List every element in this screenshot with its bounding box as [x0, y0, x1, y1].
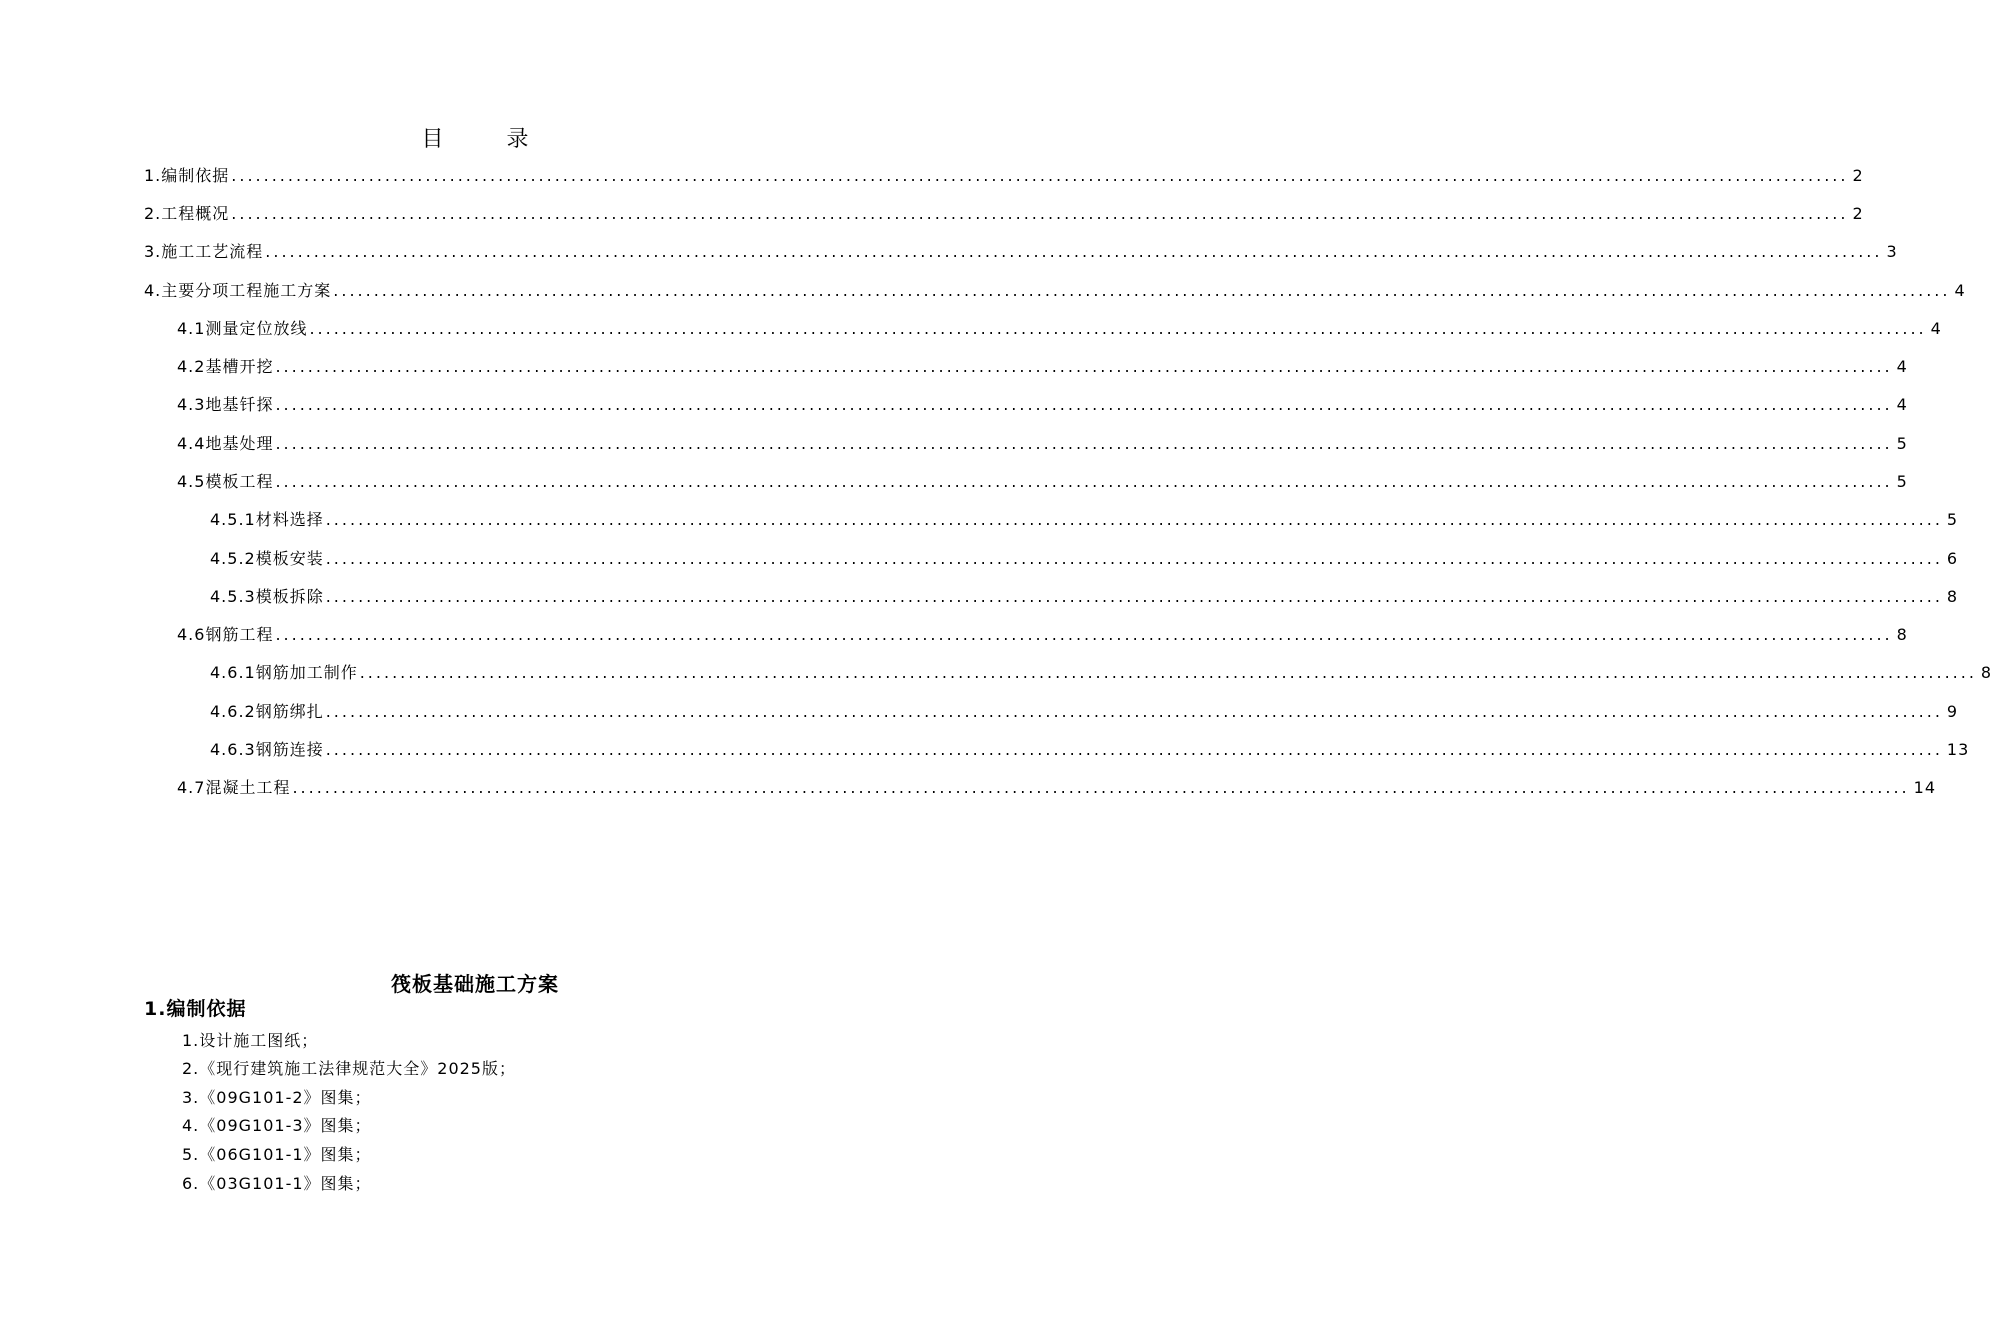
toc-title: 目 录: [421, 127, 557, 152]
toc-entry-label: 4.1测量定位放线: [177, 319, 308, 338]
toc-entry-label: 4.6钢筋工程: [177, 625, 274, 644]
toc-entry-label: 4.5.2模板安装: [210, 549, 324, 568]
toc-entry-page: 5: [1946, 510, 1959, 529]
toc-entry[interactable]: [210, 661, 1992, 685]
basis-list-item: 6.《03G101-1》图集；: [182, 1174, 372, 1193]
toc-leader-dots: ........................................................................................................................................................................................................: [275, 395, 1893, 414]
toc-leader-dots: ........................................................................................................................................................................................................: [325, 740, 1943, 759]
toc-entry[interactable]: [210, 700, 1959, 724]
toc-leader-dots: ........................................................................................................................................................................................................: [325, 510, 1943, 529]
basis-list-item: 1.设计施工图纸；: [182, 1031, 319, 1050]
toc-entry-label: 4.4地基处理: [177, 434, 274, 453]
toc-entry-label: 4.5.1材料选择: [210, 510, 324, 529]
basis-list-item: 2.《现行建筑施工法律规范大全》2025版；: [182, 1059, 516, 1078]
toc-entry-page: 4: [1954, 281, 1966, 300]
toc-entry-page: 6: [1946, 549, 1959, 568]
toc-entry[interactable]: [144, 240, 1898, 264]
toc-leader-dots: ........................................................................................................................................................................................................: [325, 549, 1943, 568]
toc-entry[interactable]: [177, 317, 1942, 341]
toc-entry[interactable]: [177, 623, 1908, 647]
toc-entry-page: 13: [1946, 740, 1970, 759]
toc-leader-dots: ........................................................................................................................................................................................................: [309, 319, 1927, 338]
toc-entry-page: 5: [1896, 434, 1908, 453]
basis-list-item: 4.《09G101-3》图集；: [182, 1116, 372, 1135]
toc-entry-label: 4.7混凝土工程: [177, 778, 291, 797]
toc-entry-page: 3: [1886, 242, 1898, 261]
toc-entry-page: 8: [1980, 663, 1992, 682]
toc-entry-page: 4: [1896, 395, 1908, 414]
toc-entry-page: 5: [1896, 472, 1908, 491]
toc-entry-label: 4.5模板工程: [177, 472, 274, 491]
toc-entry-page: 4: [1930, 319, 1942, 338]
toc-entry-label: 4.6.1钢筋加工制作: [210, 663, 358, 682]
toc-leader-dots: ........................................................................................................................................................................................................: [231, 166, 1849, 185]
toc-entry-label: 2.工程概况: [144, 204, 230, 223]
basis-list-item: 3.《09G101-2》图集；: [182, 1088, 372, 1107]
document-title: 筏板基础施工方案: [391, 972, 559, 996]
toc-entry[interactable]: [177, 776, 1936, 800]
toc-entry[interactable]: [177, 432, 1908, 456]
toc-entry[interactable]: [177, 393, 1908, 417]
toc-leader-dots: ........................................................................................................................................................................................................: [325, 702, 1943, 721]
section-heading: 1.编制依据: [144, 998, 247, 1020]
toc-leader-dots: ........................................................................................................................................................................................................: [325, 587, 1943, 606]
toc-leader-dots: ........................................................................................................................................................................................................: [359, 663, 1977, 682]
toc-entry[interactable]: [177, 355, 1908, 379]
toc-leader-dots: ........................................................................................................................................................................................................: [265, 242, 1883, 261]
toc-entry-label: 4.2基槽开挖: [177, 357, 274, 376]
toc-entry-label: 4.6.2钢筋绑扎: [210, 702, 324, 721]
toc-entry-page: 9: [1946, 702, 1959, 721]
toc-entry[interactable]: [210, 547, 1959, 571]
toc-entry-label: 4.6.3钢筋连接: [210, 740, 324, 759]
toc-entry-page: 14: [1913, 778, 1936, 797]
toc-leader-dots: ........................................................................................................................................................................................................: [275, 472, 1893, 491]
toc-entry-label: 3.施工工艺流程: [144, 242, 264, 261]
toc-entry-page: 2: [1852, 166, 1864, 185]
toc-entry-page: 4: [1896, 357, 1908, 376]
toc-leader-dots: ........................................................................................................................................................................................................: [333, 281, 1951, 300]
toc-entry[interactable]: [210, 508, 1959, 532]
toc-entry-label: 4.主要分项工程施工方案: [144, 281, 332, 300]
basis-list-item: 5.《06G101-1》图集；: [182, 1145, 372, 1164]
toc-entry[interactable]: [144, 279, 1966, 303]
toc-leader-dots: ........................................................................................................................................................................................................: [292, 778, 1910, 797]
toc-entry-label: 1.编制依据: [144, 166, 230, 185]
toc-entry[interactable]: [210, 585, 1959, 609]
toc-leader-dots: ........................................................................................................................................................................................................: [231, 204, 1849, 223]
toc-entry-label: 4.3地基钎探: [177, 395, 274, 414]
toc-entry[interactable]: [177, 470, 1908, 494]
toc-entry-page: 2: [1852, 204, 1864, 223]
toc-entry[interactable]: [210, 738, 1970, 762]
toc-entry-label: 4.5.3模板拆除: [210, 587, 324, 606]
toc-entry[interactable]: [144, 202, 1864, 226]
toc-entry-page: 8: [1946, 587, 1959, 606]
toc-entry[interactable]: [144, 164, 1864, 188]
toc-leader-dots: ........................................................................................................................................................................................................: [275, 625, 1893, 644]
toc-leader-dots: ........................................................................................................................................................................................................: [275, 434, 1893, 453]
toc-entry-page: 8: [1896, 625, 1908, 644]
toc-leader-dots: ........................................................................................................................................................................................................: [275, 357, 1893, 376]
